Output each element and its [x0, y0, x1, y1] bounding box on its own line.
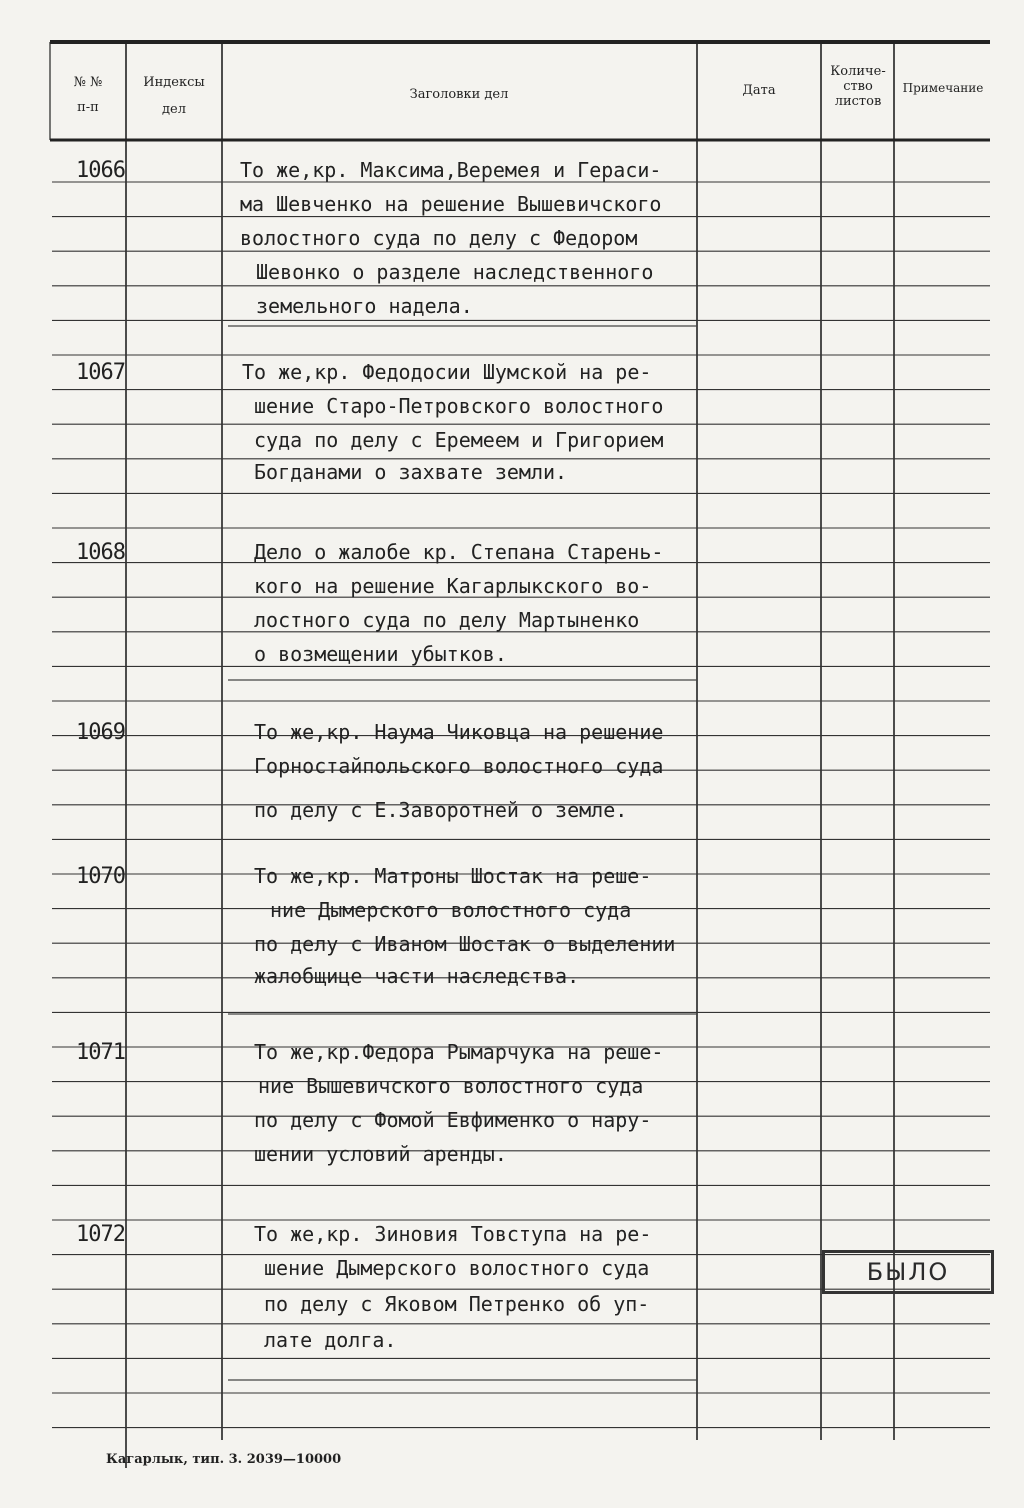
entry-title-line: То же,кр. Наума Чиковца на решение [254, 720, 664, 744]
entry-title-line: по делу с Фомой Евфименко о нару- [254, 1108, 652, 1132]
entry-title-line: Шевонко о разделе наследственного [256, 260, 654, 284]
entry-title-line: Дело о жалобе кр. Степана Старень- [254, 540, 664, 564]
entry-title-line: лате долга. [264, 1328, 397, 1352]
stamp-bylo: БЫЛО [822, 1250, 994, 1294]
entry-number: 1069 [76, 720, 125, 745]
entry-title-line: лостного суда по делу Мартыненко [254, 608, 640, 632]
entry-title-line: по делу с Е.Заворотней о земле. [254, 798, 628, 822]
entry-title-line: Горностайпольского волостного суда [254, 754, 664, 778]
header-date-label: Дата [742, 83, 776, 98]
entry-title-line: То же,кр. Матроны Шостак на реше- [254, 864, 652, 888]
entry-number: 1070 [76, 864, 125, 889]
entry-title-line: земельного надела. [256, 294, 473, 318]
header-title-column [224, 86, 694, 103]
entry-title-line: ма Шевченко на решение Вышевичского [240, 192, 662, 216]
entry-title-line: суда по делу с Еремеем и Григорием [254, 428, 664, 452]
header-sheets-column [822, 64, 894, 109]
header-date-column [699, 82, 819, 99]
header-title-label: Заголовки дел [409, 87, 509, 102]
entry-title-line: Богданами о захвате земли. [254, 460, 568, 484]
entry-title-line: жалобщице части наследства. [254, 964, 580, 988]
entry-title-line: То же,кр.Федора Рымарчука на реше- [254, 1040, 664, 1064]
entry-title-line: волостного суда по делу с Федором [240, 226, 638, 250]
header-index-column [128, 74, 220, 118]
header-number-column [52, 74, 124, 116]
entry-title-line: шение Дымерского волостного суда [264, 1256, 650, 1280]
entry-number: 1071 [76, 1040, 125, 1065]
printer-footer: Кагарлык, тип. 3. 2039—10000 [106, 1452, 342, 1467]
header-notes-column [895, 80, 991, 97]
header-sheets-line-2: ство [843, 79, 873, 94]
entry-title-line: шение Старо-Петровского волостного [254, 394, 664, 418]
entry-title-line: по делу с Яковом Петренко об уп- [264, 1292, 650, 1316]
header-sheets-line-3: листов [834, 94, 882, 109]
entry-title-line: о возмещении убытков. [254, 642, 507, 666]
entry-number: 1068 [76, 540, 125, 565]
entry-title-line: кого на решение Кагарлыкского во- [254, 574, 652, 598]
header-index-line-1: Индексы [143, 75, 205, 90]
entry-title-line: ние Вышевичского волостного суда [258, 1074, 644, 1098]
entry-title-line: ние Дымерского волостного суда [270, 898, 632, 922]
entry-title-line: То же,кр. Зиновия Товступа на ре- [254, 1222, 652, 1246]
entry-title-line: по делу с Иваном Шостак о выделении [254, 932, 676, 956]
entry-number: 1067 [76, 360, 125, 385]
entry-title-line: шении условий аренды. [254, 1142, 507, 1166]
entry-number: 1066 [76, 158, 125, 183]
header-sheets-line-1: Количе- [830, 64, 886, 79]
entry-title-line: То же,кр. Максима,Веремея и Гераси- [240, 158, 662, 182]
header-index-line-2: дел [162, 102, 186, 117]
header-number-line-2: п-п [77, 100, 99, 115]
entry-number: 1072 [76, 1222, 125, 1247]
header-notes-label: Примечание [902, 81, 984, 95]
header-number-line-1: № № [73, 75, 103, 90]
entry-title-line: То же,кр. Федодосии Шумской на ре- [242, 360, 652, 384]
